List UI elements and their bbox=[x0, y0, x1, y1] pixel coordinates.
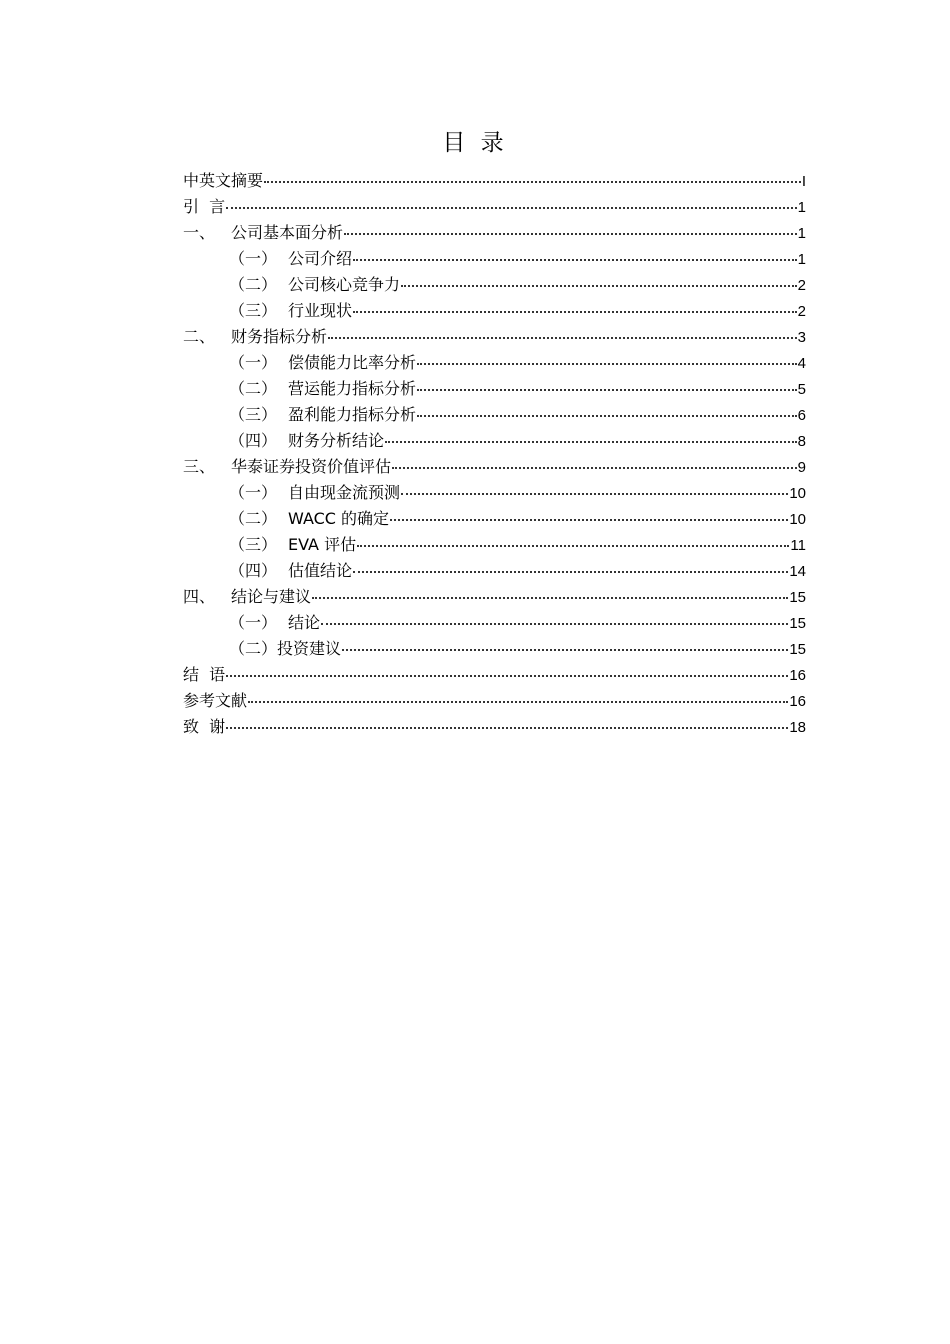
toc-entry-page: 1 bbox=[797, 199, 806, 216]
toc-entry-label: 偿债能力比率分析 bbox=[288, 353, 417, 372]
toc-entry-page: 5 bbox=[797, 381, 806, 398]
toc-entry[interactable] bbox=[183, 532, 806, 558]
toc-entry-number: （四） bbox=[229, 431, 278, 450]
dot-leader bbox=[385, 441, 797, 443]
dot-leader bbox=[392, 467, 797, 469]
toc-entry-label: EVA 评估 bbox=[288, 535, 357, 554]
toc-entry-label: 公司介绍 bbox=[288, 249, 353, 268]
toc-entry[interactable] bbox=[183, 194, 806, 220]
toc-entry-label: 财务指标分析 bbox=[231, 327, 328, 346]
toc-entry-number: 三、 bbox=[183, 457, 216, 476]
dot-leader bbox=[417, 363, 797, 365]
dot-leader bbox=[401, 493, 788, 495]
toc-entry-page: 8 bbox=[797, 433, 806, 450]
toc-entry-page: 14 bbox=[789, 563, 806, 580]
toc-entry-number: （一） bbox=[229, 613, 278, 632]
toc-entry-label: 华泰证券投资价值评估 bbox=[231, 457, 392, 476]
dot-leader bbox=[328, 337, 797, 339]
toc-entry-number: （一） bbox=[229, 353, 278, 372]
toc-entry-number: （二） bbox=[229, 639, 278, 658]
toc-entry[interactable] bbox=[183, 298, 806, 324]
toc-entry-label: 引 言 bbox=[183, 197, 226, 216]
toc-entry[interactable] bbox=[183, 402, 806, 428]
toc-entry-page: 15 bbox=[789, 615, 806, 632]
toc-entry[interactable] bbox=[183, 272, 806, 298]
toc-entry-label: 中英文摘要 bbox=[183, 171, 264, 190]
toc-entry-page: 6 bbox=[797, 407, 806, 424]
toc-entry[interactable] bbox=[183, 246, 806, 272]
toc-entry-label: 投资建议 bbox=[277, 639, 342, 658]
toc-entry-label: 结论与建议 bbox=[231, 587, 312, 606]
toc-entry-page: 16 bbox=[789, 667, 806, 684]
toc-entry-number: （二） bbox=[229, 379, 278, 398]
toc-entry[interactable] bbox=[183, 636, 806, 662]
toc-entry[interactable] bbox=[183, 350, 806, 376]
toc-entry-label: 参考文献 bbox=[183, 691, 248, 710]
toc-entry[interactable] bbox=[183, 584, 806, 610]
toc-entry-label: 公司基本面分析 bbox=[231, 223, 344, 242]
toc-entry-page: 4 bbox=[797, 355, 806, 372]
dot-leader bbox=[226, 727, 788, 729]
toc-entry[interactable] bbox=[183, 324, 806, 350]
toc-entry-label: 结论 bbox=[288, 613, 321, 632]
toc-entry[interactable] bbox=[183, 480, 806, 506]
dot-leader bbox=[321, 623, 788, 625]
toc-entry-number: 二、 bbox=[183, 327, 216, 346]
toc-entry-page: 2 bbox=[797, 303, 806, 320]
dot-leader bbox=[417, 389, 797, 391]
dot-leader bbox=[353, 311, 797, 313]
toc-entry-label: 营运能力指标分析 bbox=[288, 379, 417, 398]
toc-entry-page: I bbox=[801, 173, 806, 190]
dot-leader bbox=[342, 649, 788, 651]
toc-entry-number: （一） bbox=[229, 483, 278, 502]
toc-entry-label: 致 谢 bbox=[183, 717, 226, 736]
toc-entry-number: 四、 bbox=[183, 587, 216, 606]
dot-leader bbox=[226, 207, 796, 209]
toc-entry-page: 10 bbox=[789, 511, 806, 528]
dot-leader bbox=[353, 571, 788, 573]
toc-entry-number: 一、 bbox=[183, 223, 216, 242]
toc-entry[interactable] bbox=[183, 558, 806, 584]
toc-entry-label: 财务分析结论 bbox=[288, 431, 385, 450]
dot-leader bbox=[353, 259, 797, 261]
toc-entry-page: 15 bbox=[789, 641, 806, 658]
toc-entry[interactable] bbox=[183, 610, 806, 636]
toc-entry[interactable] bbox=[183, 714, 806, 740]
toc-entry-page: 2 bbox=[797, 277, 806, 294]
table-of-contents bbox=[183, 168, 806, 740]
toc-entry-page: 10 bbox=[789, 485, 806, 502]
dot-leader bbox=[226, 675, 788, 677]
toc-entry-number: （一） bbox=[229, 249, 278, 268]
toc-entry-label: 自由现金流预测 bbox=[288, 483, 401, 502]
toc-entry-page: 1 bbox=[797, 251, 806, 268]
toc-entry[interactable] bbox=[183, 220, 806, 246]
toc-entry-page: 15 bbox=[789, 589, 806, 606]
toc-entry-page: 3 bbox=[797, 329, 806, 346]
toc-entry[interactable] bbox=[183, 376, 806, 402]
toc-entry-number: （三） bbox=[229, 405, 278, 424]
dot-leader bbox=[417, 415, 797, 417]
toc-entry-label: 行业现状 bbox=[288, 301, 353, 320]
toc-entry[interactable] bbox=[183, 454, 806, 480]
toc-entry-page: 11 bbox=[790, 537, 806, 554]
toc-title: 目 录 bbox=[442, 130, 508, 156]
dot-leader bbox=[390, 519, 788, 521]
toc-entry[interactable] bbox=[183, 428, 806, 454]
toc-entry-number: （三） bbox=[229, 535, 278, 554]
toc-entry-label: 盈利能力指标分析 bbox=[288, 405, 417, 424]
dot-leader bbox=[248, 701, 788, 703]
dot-leader bbox=[264, 181, 801, 183]
toc-entry[interactable] bbox=[183, 688, 806, 714]
toc-entry-number: （二） bbox=[229, 509, 278, 528]
toc-entry-number: （三） bbox=[229, 301, 278, 320]
toc-entry-page: 18 bbox=[789, 719, 806, 736]
toc-entry-page: 1 bbox=[797, 225, 806, 242]
toc-entry-number: （二） bbox=[229, 275, 278, 294]
dot-leader bbox=[312, 597, 788, 599]
dot-leader bbox=[344, 233, 797, 235]
toc-entry-label: 估值结论 bbox=[288, 561, 353, 580]
dot-leader bbox=[401, 285, 797, 287]
toc-entry-page: 16 bbox=[789, 693, 806, 710]
toc-entry[interactable] bbox=[183, 662, 806, 688]
toc-entry-number: （四） bbox=[229, 561, 278, 580]
toc-entry[interactable] bbox=[183, 506, 806, 532]
toc-entry[interactable] bbox=[183, 168, 806, 194]
toc-entry-label: 结 语 bbox=[183, 665, 226, 684]
toc-entry-page: 9 bbox=[797, 459, 806, 476]
toc-entry-label: 公司核心竞争力 bbox=[288, 275, 401, 294]
dot-leader bbox=[357, 545, 789, 547]
toc-entry-label: WACC 的确定 bbox=[288, 509, 390, 528]
